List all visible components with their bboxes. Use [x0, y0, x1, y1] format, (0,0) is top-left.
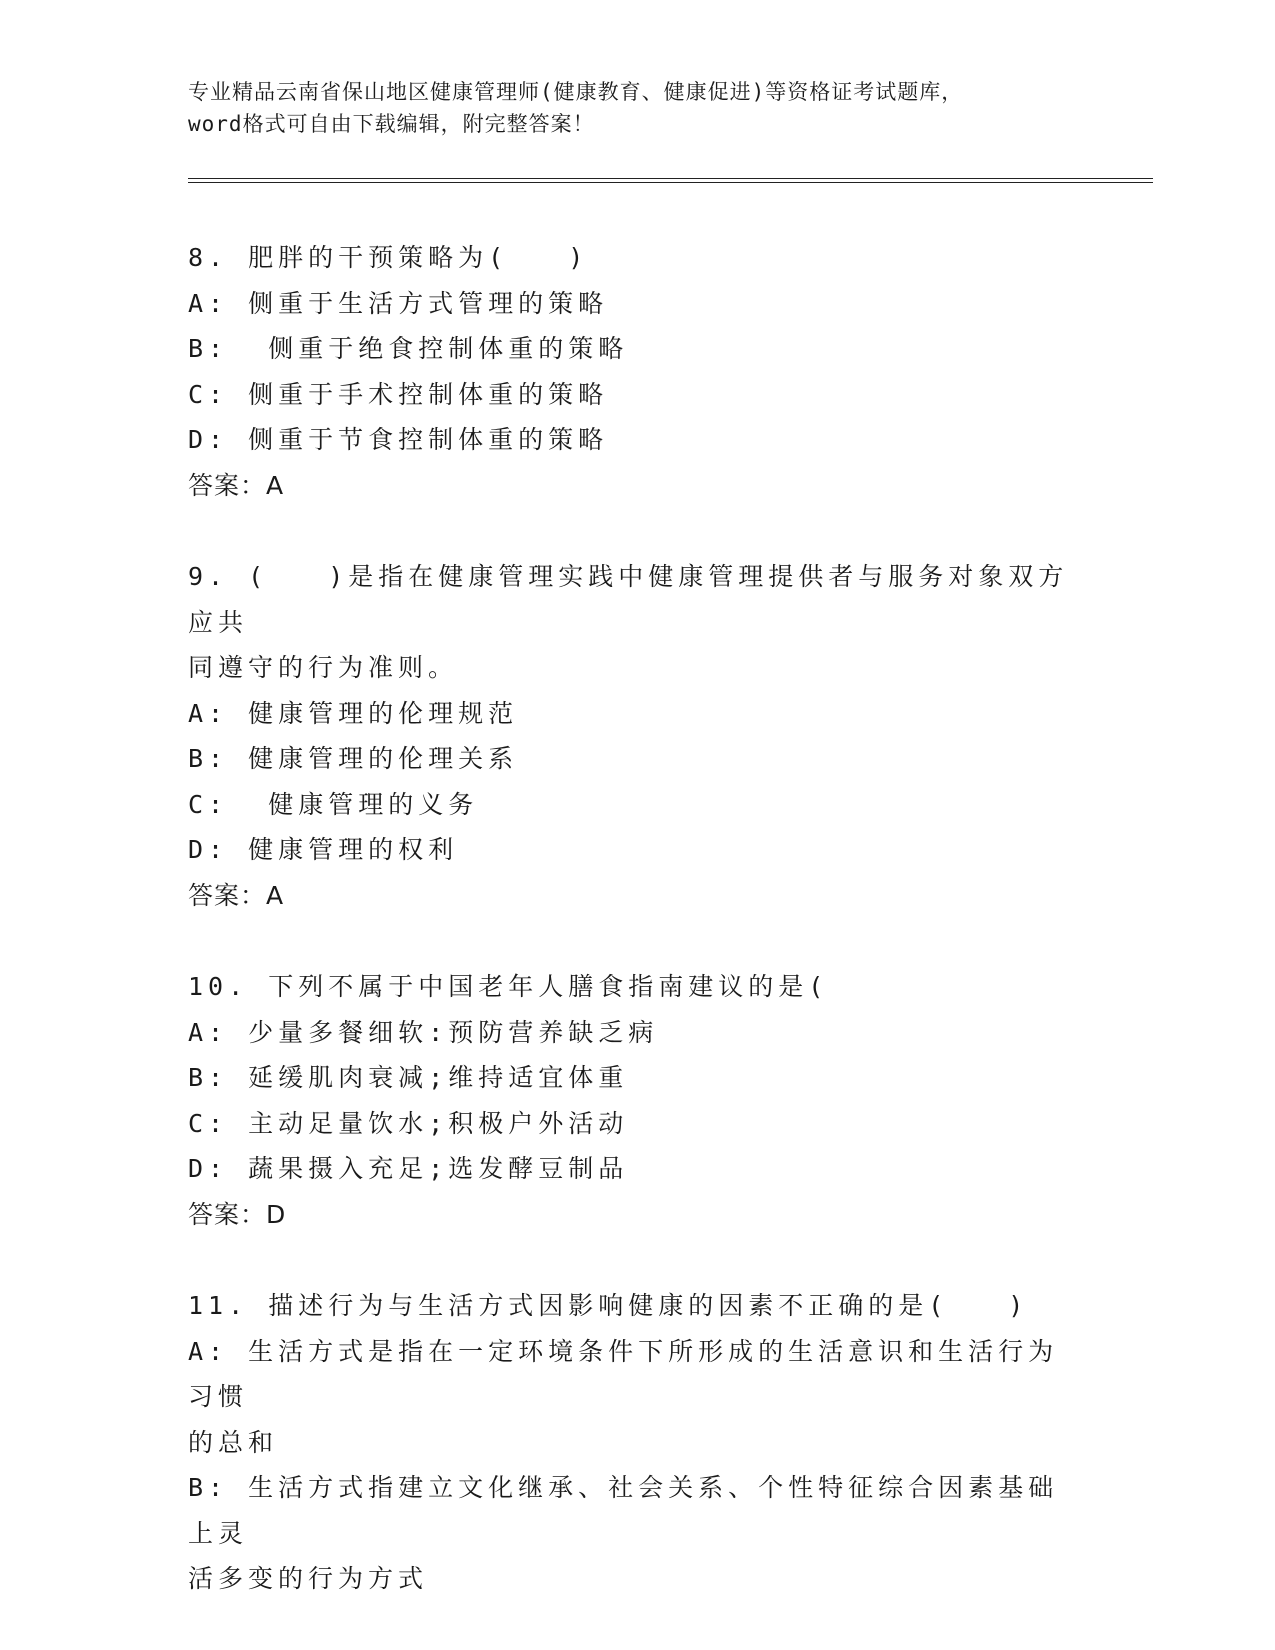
option-text: B: 延缓肌肉衰减;维持适宜体重	[188, 1063, 629, 1092]
question-stem: 同遵守的行为准则。	[188, 653, 459, 682]
option-text: 活多变的行为方式	[188, 1564, 429, 1593]
option-text: A: 生活方式是指在一定环境条件下所形成的生活意识和生活行为习惯	[188, 1336, 1059, 1411]
option-text: C: 主动足量饮水;积极户外活动	[188, 1108, 629, 1138]
option-text: D: 健康管理的权利	[188, 835, 459, 864]
question-stem: 8. 肥胖的干预策略为( )	[188, 243, 589, 272]
question-stem: 11. 描述行为与生活方式因影响健康的因素不正确的是( )	[188, 1291, 1029, 1320]
option-text: B: 侧重于绝食控制体重的策略	[188, 334, 629, 363]
option-text: B: 健康管理的伦理关系	[188, 744, 519, 773]
header-line-1: 专业精品云南省保山地区健康管理师(健康教育、健康促进)等资格证考试题库，	[188, 80, 964, 104]
header-divider-bottom	[188, 182, 1153, 183]
question-list	[188, 235, 1088, 1648]
answer-text: 答案：A	[188, 880, 285, 910]
question-block	[188, 964, 1088, 1237]
option-text: A: 少量多餐细软:预防营养缺乏病	[188, 1017, 659, 1047]
question-block	[188, 235, 1088, 508]
question-stem: 9. ( )是指在健康管理实践中健康管理提供者与服务对象双方应共	[188, 562, 1069, 637]
option-text: C: 健康管理的义务	[188, 789, 479, 819]
answer-text: 答案：A	[188, 470, 285, 500]
option-text: B: 生活方式指建立文化继承、社会关系、个性特征综合因素基础上灵	[188, 1473, 1059, 1548]
option-text: D: 侧重于节食控制体重的策略	[188, 425, 609, 454]
header-line-2: word格式可自由下载编辑，附完整答案！	[188, 112, 595, 136]
option-text: C: 侧重于手术控制体重的策略	[188, 379, 609, 409]
document-header	[188, 76, 1088, 140]
option-text: A: 侧重于生活方式管理的策略	[188, 288, 609, 318]
question-block	[188, 1283, 1088, 1602]
option-text: A: 健康管理的伦理规范	[188, 698, 519, 728]
question-block	[188, 554, 1088, 918]
header-divider-top	[188, 178, 1153, 179]
option-text: D: 蔬果摄入充足;选发酵豆制品	[188, 1154, 629, 1183]
answer-text: 答案：D	[188, 1199, 287, 1229]
question-stem: 10. 下列不属于中国老年人膳食指南建议的是(	[188, 972, 829, 1001]
option-text: 的总和	[188, 1427, 279, 1457]
